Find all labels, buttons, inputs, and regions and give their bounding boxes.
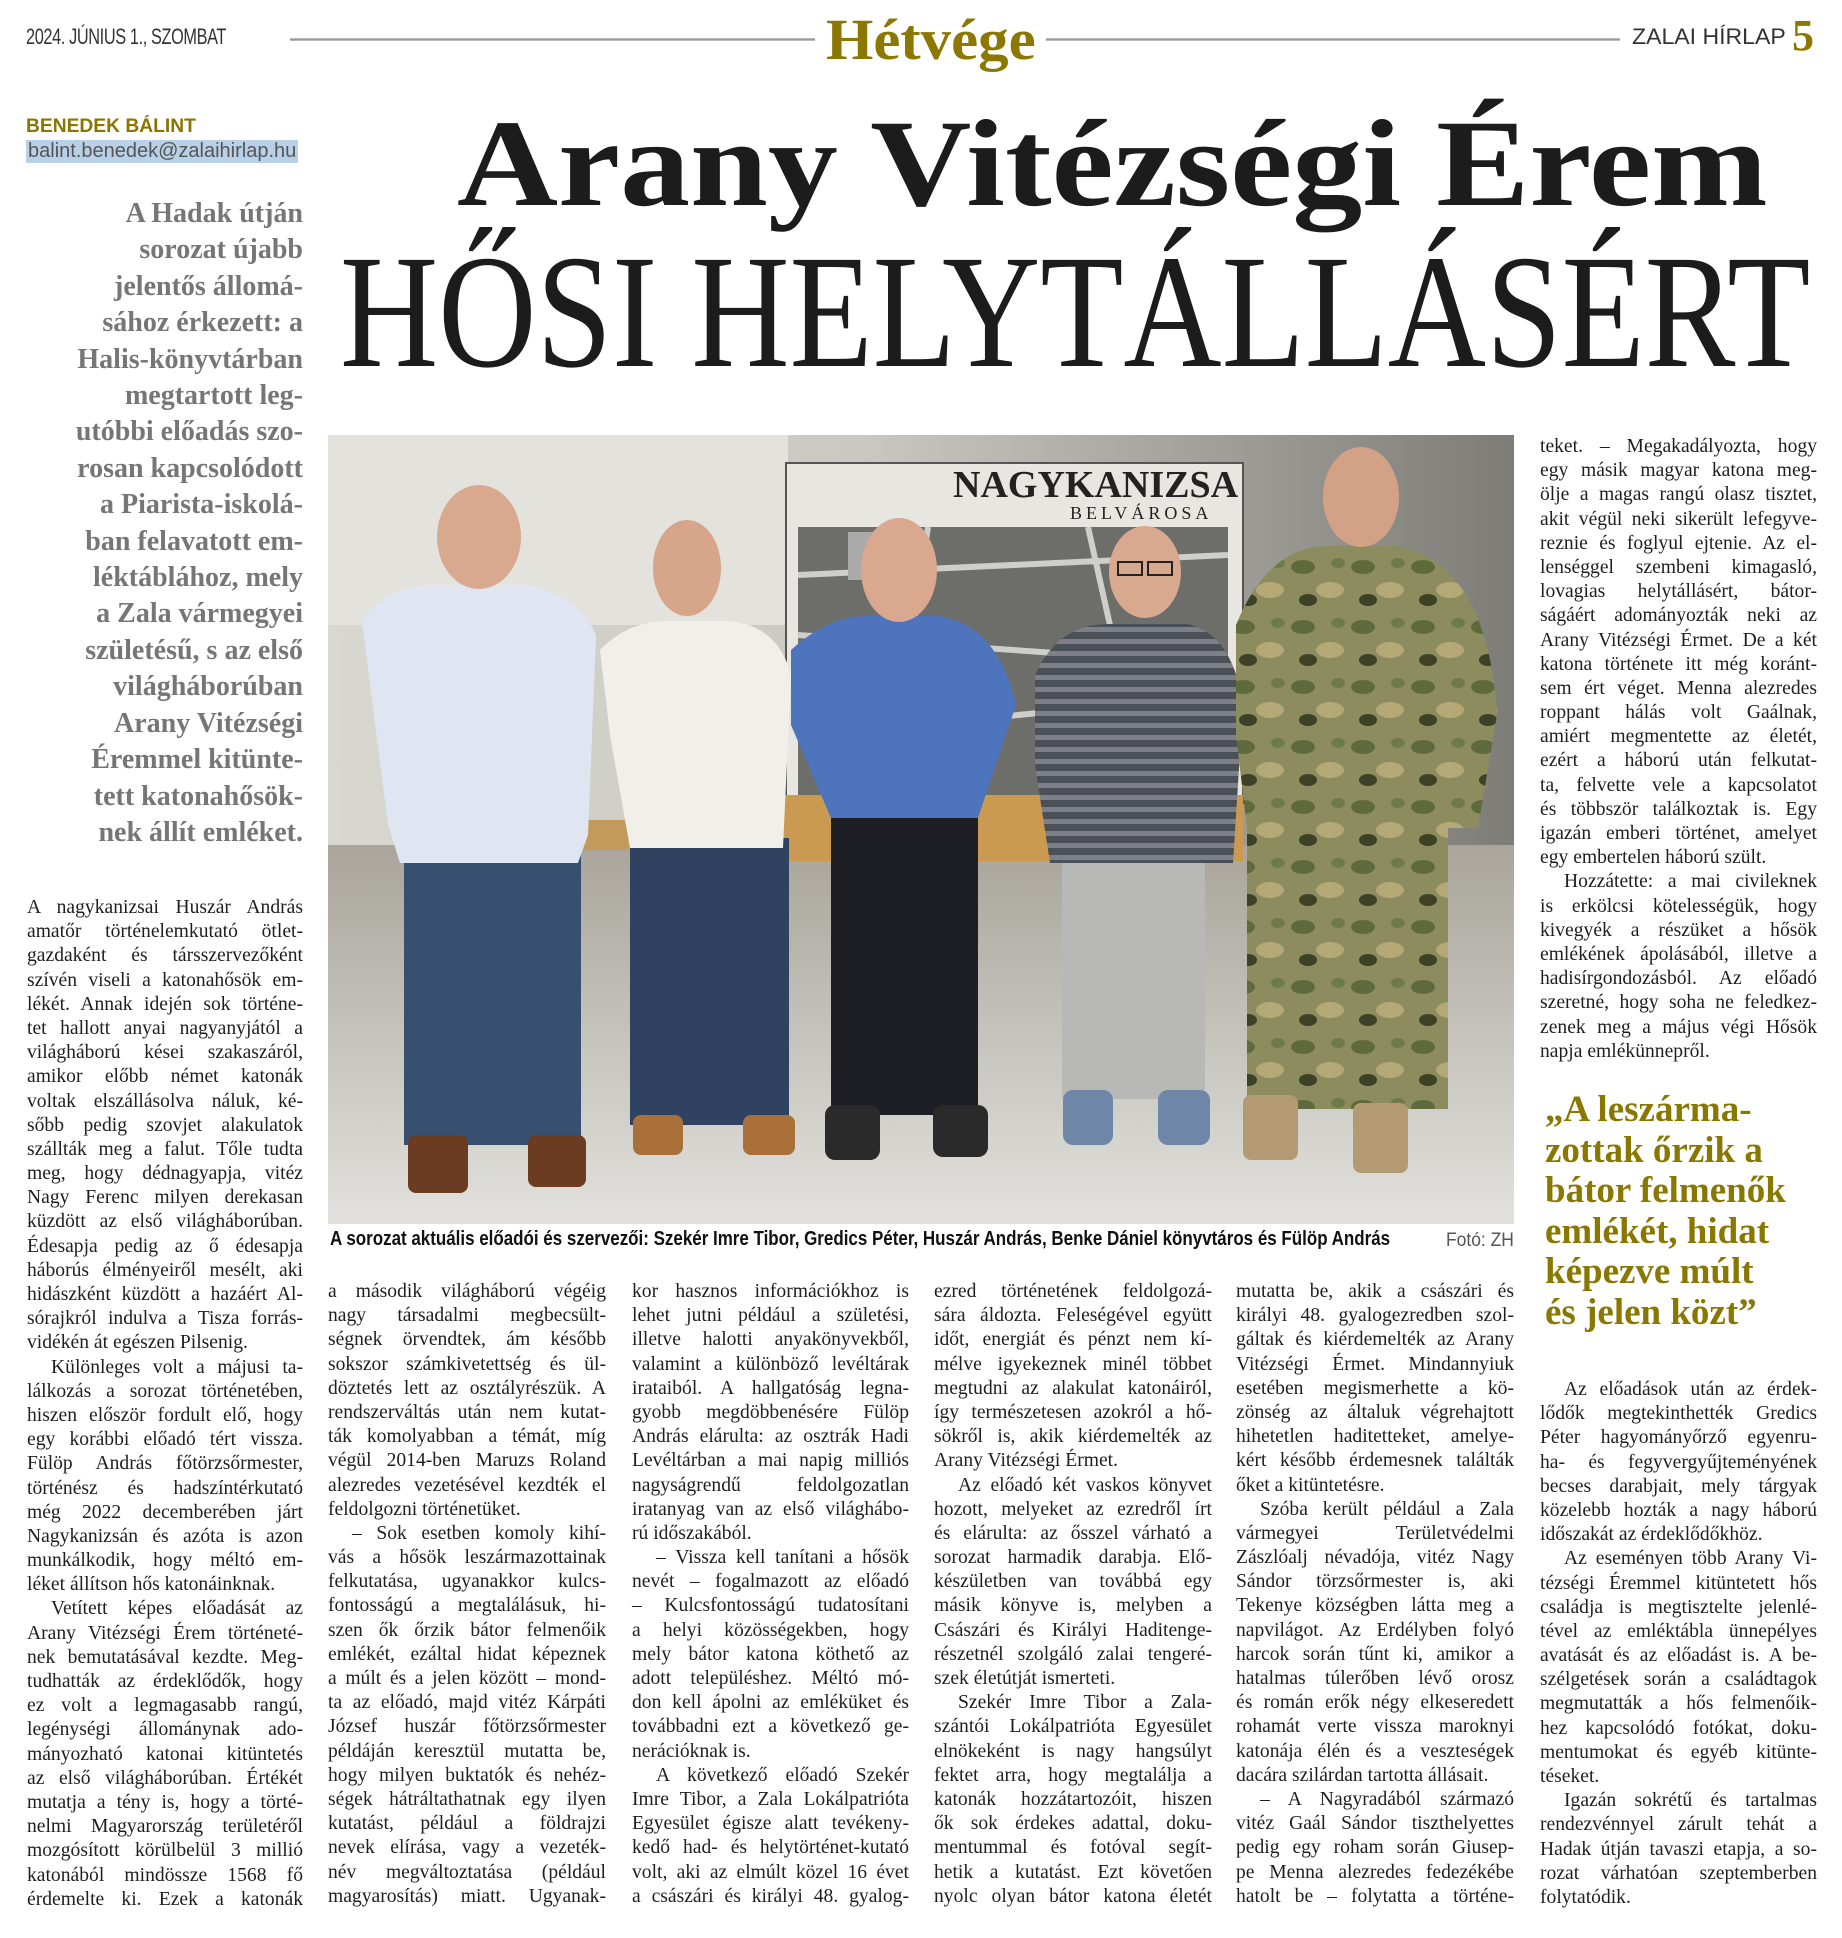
text-line: – A Nagyradából származó [1260, 1788, 1514, 1810]
text-line: roppant hálás volt Gaálnak, [1540, 702, 1817, 724]
text-line: folytatódik. [1540, 1886, 1631, 1908]
paragraph [1540, 435, 1817, 870]
text-line: katona története itt még koránt- [1540, 653, 1817, 675]
text-line: lálkozás a sorozat történetében, [27, 1380, 303, 1402]
text-line: rozat várhatóan szeptemberben [1540, 1862, 1817, 1884]
text-line: ságáért adományozták neki az [1540, 605, 1817, 627]
header-rule-right [1046, 38, 1620, 41]
text-line: Hadak útján tavaszi etapja, a so- [1540, 1838, 1817, 1860]
lead-line: utóbbi előadás szo- [75, 416, 303, 448]
lead-line: a Zala vármegyei [96, 598, 303, 630]
text-line: nevek elírása, vagy a vezeték- [328, 1837, 606, 1859]
paragraph [632, 1280, 909, 1546]
paragraph [27, 1597, 303, 1911]
text-line: sem ért véget. Menna alezredes [1540, 677, 1817, 699]
lead-line: tett katonahősök- [93, 780, 303, 812]
paragraph [328, 1280, 606, 1522]
text-line: Szekér Imre Tibor a Zala- [958, 1692, 1212, 1714]
photo-caption: A sorozat aktuális előadói és szervezői: Szekér Imre Tibor, Gredics Péter, Huszár András, Benke Dániel könyvtáros és Fülöp András [330, 1228, 1391, 1250]
text-line: az első világháborúban. Értékét [27, 1767, 303, 1789]
text-line: munkálkodik, hogy méltó em- [27, 1550, 303, 1572]
article-photo [328, 435, 1514, 1224]
text-line: emlékének ápolásából, illetve a [1540, 943, 1817, 965]
newspaper-name: ZALAI HÍRLAP [1632, 24, 1786, 49]
text-line: sokszor számkivetettség és ül- [328, 1353, 606, 1375]
text-line: és többször találkoztak is. Egy [1540, 798, 1817, 820]
text-line: felkutatása, ugyanakkor kulcs- [328, 1571, 606, 1593]
text-line: nek bemutatásával kezdte. Meg- [27, 1646, 303, 1668]
text-line: kor hasznos információkhoz is [632, 1281, 909, 1302]
text-line: lehet jutni például a születési, [632, 1305, 909, 1327]
pull-quote-line: emlékét, hidat [1545, 1210, 1770, 1252]
body-column-right-bottom [1540, 1378, 1817, 1910]
photo-credit: Fotó: ZH [1446, 1230, 1514, 1251]
text-line: A nagykanizsai Huszár András [27, 897, 303, 918]
text-line: mányozható katonai kitüntetés [27, 1743, 303, 1765]
headline-kicker: Arany Vitézségi Érem [457, 95, 1768, 232]
paragraph [934, 1280, 1212, 1474]
text-line: – Kulcsfontosságú tudatosítani [632, 1595, 909, 1617]
text-line: megmutatták a hős felmenőik- [1540, 1693, 1817, 1715]
text-line: elnökeként is nagy hangsúlyt [934, 1740, 1212, 1762]
text-line: időt, energiát és pénzt nem kí- [934, 1329, 1212, 1351]
text-line: iratanyag van az első világhábo- [632, 1498, 909, 1520]
text-line: mely bátor katona köthető az [632, 1643, 909, 1665]
text-line: vitéz Gaál Sándor tiszthelyettes [1236, 1813, 1514, 1835]
text-line: ták komolyabban a témát, míg [328, 1426, 606, 1448]
lead-line: megtartott leg- [124, 380, 303, 412]
text-line: harcok során tűnt ki, amikor a [1236, 1643, 1514, 1665]
text-line: szívén viseli a katonahősök em- [27, 969, 303, 991]
text-line: napja emlékünnepről. [1540, 1040, 1710, 1062]
text-line: pe Menna alezredes fedezékébe [1236, 1861, 1514, 1883]
paragraph [1236, 1498, 1514, 1788]
text-line: dacára szilárdan tartotta állásait. [1236, 1764, 1489, 1786]
lead-line: ban felavatott em- [85, 525, 303, 557]
text-line: szek életútját ismerteti. [934, 1668, 1116, 1689]
text-line: mélve igyekeznek minél többet [934, 1353, 1212, 1375]
text-line: tudhatták az érdeklődők, hogy [27, 1671, 303, 1692]
text-line: másik könyve is, melyben a [934, 1595, 1212, 1617]
text-line: tézségi Éremmel kitüntetett hős [1540, 1572, 1817, 1594]
body-column-3 [632, 1280, 909, 1909]
text-line: Zászlóalj névadója, vitéz Nagy [1236, 1547, 1514, 1569]
body-column-1 [27, 896, 303, 1912]
text-line: avatását és az előadást is. A be- [1540, 1645, 1817, 1667]
paragraph [1540, 1547, 1817, 1789]
pull-quote-line: és jelen közt” [1545, 1291, 1757, 1333]
lead-line: születésű, s az első [85, 634, 303, 666]
paragraph [632, 1764, 909, 1909]
issue-date: 2024. JÚNIUS 1., SZOMBAT [26, 24, 227, 49]
text-line: is erkölcsi kötelességük, hogy [1540, 895, 1817, 917]
text-line: hatalmas túlerőben lévő orosz [1236, 1668, 1514, 1689]
text-line: hogy milyen buktatók és nehéz- [328, 1764, 606, 1786]
text-line: valamint a különböző levéltárak [632, 1353, 909, 1375]
text-line: így természetesen azokról a hő- [934, 1401, 1212, 1423]
author-email-link[interactable]: balint.benedek@zalaihirlap.hu [28, 140, 297, 162]
text-line: zenek meg a május végi Hősök [1540, 1016, 1817, 1038]
text-line: döztetés lett az osztályrészük. A [328, 1377, 606, 1399]
paragraph [1540, 1789, 1817, 1910]
text-line: szállták meg a falut. Tőle tudta [27, 1138, 303, 1160]
body-column-right-top [1540, 435, 1817, 1064]
lead-line: Éremmel kitünte- [91, 744, 303, 776]
lead-line: sához érkezett: a [102, 307, 303, 339]
text-line: szen ők őrzik bátor felmenőik [328, 1619, 606, 1641]
text-line: meg, hogy dédnagyapja, vitéz [27, 1163, 303, 1185]
paragraph [1540, 870, 1817, 1064]
text-line: don kell ápolni az emléküket és [632, 1692, 909, 1714]
text-line: léket állítson hős katonáinknak. [27, 1574, 276, 1596]
text-line: – Vissza kell tanítani a hősök [656, 1547, 909, 1569]
text-line: továbbadni ezt a következő ge- [632, 1716, 909, 1738]
group-photo-illustration [328, 435, 1514, 1224]
text-line: akit végül neki sikerült lefegyve- [1540, 508, 1817, 530]
text-line: név megváltoztatása (például [328, 1861, 606, 1883]
lead-line: léktáblához, mely [93, 562, 303, 594]
text-line: ha- és fegyvergyűjteményének [1540, 1451, 1817, 1473]
text-line: reznie és foglyul ejtenie. Az el- [1540, 532, 1817, 554]
text-line: gáltak és kiérdemelték az Arany [1236, 1329, 1514, 1351]
text-line: ezred történetének feldolgozá- [934, 1281, 1212, 1302]
text-line: pedig egy roham során Giusep- [1236, 1837, 1514, 1859]
text-line: hozott, melyeket az ezredről írt [934, 1498, 1212, 1520]
text-line: szeretné, hogy soha ne feledkez- [1540, 992, 1817, 1014]
text-line: és román erők négy elkeseredett [1236, 1692, 1514, 1714]
text-line: Vitézségi Érmet. Mindannyiuk [1236, 1353, 1514, 1375]
text-line: igazán emberi történet, amelyet [1540, 823, 1817, 844]
text-line: részetnél szolgáló zalai tengeré- [934, 1643, 1212, 1665]
text-line: – Sok esetben komoly kihí- [352, 1522, 606, 1544]
text-line: a második világháború végéig [328, 1281, 606, 1302]
text-line: készületben van továbbá egy [934, 1571, 1212, 1593]
pull-quote-line: bátor felmenők [1545, 1170, 1786, 1211]
text-line: tet hallott anyai nagyanyjától a [27, 1017, 303, 1039]
text-line: téseket. [1540, 1766, 1600, 1787]
text-line: egy másik magyar katona meg- [1540, 460, 1817, 482]
text-line: családja is megtisztelte jelenlé- [1540, 1596, 1817, 1618]
text-line: mutatja a tény is, hogy a törté- [27, 1791, 303, 1813]
text-line: hetik a kutatást. Ezt követően [934, 1861, 1212, 1883]
section-title: Hétvége [826, 7, 1036, 72]
text-line: András elárulta: az osztrák Hadi [632, 1426, 909, 1448]
text-line: Arany Vitézségi Érmet. [934, 1450, 1118, 1472]
text-line: fontosságú a megtalálásuk, hi- [328, 1595, 606, 1617]
pull-quote-line: zottak őrzik a [1545, 1129, 1763, 1171]
text-line: szántói Lokálpatrióta Egyesület [934, 1716, 1212, 1738]
text-line: Édesapja pedig az ő édesapja [27, 1235, 303, 1257]
text-line: rú időszakából. [632, 1522, 752, 1544]
text-line: feldolgozni történetüket. [328, 1498, 521, 1520]
text-line: példáján keresztül mutatta be, [328, 1740, 606, 1762]
text-line: sőbb pedig szovjet alakulatok [27, 1114, 303, 1136]
text-line: amikor előbb német katonák [27, 1066, 303, 1088]
paragraph [27, 896, 303, 1356]
text-line: ta az előadó, majd vitéz Kárpáti [328, 1692, 606, 1714]
text-line: napvilágot. Az Erdélyben folyó [1236, 1619, 1514, 1641]
text-line: sökről is, akik kiérdemelték az [934, 1426, 1212, 1448]
text-line: egy embertelen háború szült. [1540, 847, 1767, 869]
lead-line: A Hadak útján [125, 198, 303, 229]
text-line: József huszár főtörzsőrmester [328, 1716, 606, 1738]
text-line: tével az emléktábla ünnepélyes [1540, 1620, 1817, 1642]
text-line: királyi 48. gyalogezredben szol- [1236, 1305, 1514, 1327]
text-line: katonából mindössze 1568 fő [27, 1864, 303, 1886]
text-line: nelmi Magyarország területéről [27, 1816, 303, 1838]
pull-quote [1545, 1090, 1825, 1333]
text-line: katonák hozzátartozóit, hiszen [934, 1788, 1212, 1810]
text-line: irataiból. A hallgatóság legna- [632, 1377, 909, 1399]
text-line: volt, aki az elmúlt közel 16 évet [632, 1861, 909, 1883]
lead-line: rosan kapcsolódott [77, 452, 303, 484]
text-line: történész és hadszíntérkutató [27, 1477, 303, 1499]
text-line: küzdött az első világháborúban. [27, 1211, 303, 1233]
paragraph [934, 1691, 1212, 1909]
text-line: és elárulta: az ősszel várható a [934, 1522, 1212, 1544]
text-line: hiszen először fordult elő, hogy [27, 1404, 303, 1426]
text-line: időszakát az érdeklődőkhöz. [1540, 1524, 1763, 1546]
text-line: ta, felvette vele a kapcsolatot [1540, 774, 1817, 796]
text-line: Császári és Királyi Haditenge- [934, 1619, 1212, 1641]
paragraph [1236, 1280, 1514, 1498]
text-line: rohamát verte vissza maroknyi [1236, 1716, 1514, 1738]
text-line: mentumokat és egyéb kitünte- [1540, 1741, 1817, 1763]
pull-quote-line: „A leszárma- [1545, 1089, 1752, 1130]
text-line: nagy társadalmi megbecsült- [328, 1305, 606, 1327]
text-line: hihetetlen haditetteket, amelye- [1236, 1426, 1514, 1448]
lead-line: a Piarista-iskolá- [100, 489, 303, 521]
text-line: vás a hősök leszármazottainak [328, 1547, 606, 1569]
text-line: mozgósított körülbelül 3 millió [27, 1840, 303, 1862]
text-line: őket a kitüntetésre. [1236, 1474, 1385, 1496]
paragraph [328, 1522, 606, 1909]
text-line: Péter hagyományőrző egyenru- [1540, 1427, 1817, 1449]
text-line: Levéltárban a mai napig milliós [632, 1450, 909, 1472]
text-line: ők sok érdekes adattal, doku- [934, 1813, 1212, 1835]
text-line: legénységi állománynak ado- [27, 1719, 303, 1741]
poster-subtitle: BELVÁROSA [1070, 503, 1213, 523]
text-line: sorozat harmadik darabja. Elő- [934, 1547, 1212, 1569]
text-line: rendezvénnyel zárult tehát a [1540, 1814, 1817, 1836]
text-line: amatőr történelemkutató ötlet- [27, 921, 303, 943]
text-line: ez volt a legmagasabb rangú, [27, 1695, 303, 1717]
header-rule-left [290, 38, 815, 41]
text-line: Hozzátette: a mai civileknek [1564, 871, 1817, 893]
text-line: Nagy Ferenc milyen derekasan [27, 1187, 303, 1209]
text-line: kutatást, például a földrajzi [328, 1813, 606, 1835]
paragraph [1540, 1378, 1817, 1547]
text-line: Nagykanizsán és azóta is azon [27, 1525, 303, 1547]
paragraph [1236, 1788, 1514, 1909]
author-name: BENEDEK BÁLINT [26, 116, 196, 137]
lead-line: sorozat újabb [139, 234, 303, 266]
text-line: voltak elszállásolva náluk, ké- [27, 1090, 303, 1112]
text-line: Egyesület égisze alatt tevékeny- [632, 1813, 909, 1835]
poster-title: NAGYKANIZSA [953, 464, 1239, 506]
lead-line: jelentős állomá- [114, 270, 303, 302]
text-line: nevét – fogalmazott az előadó [632, 1571, 909, 1593]
text-line: kivegyék a részüket a hősök [1540, 919, 1817, 941]
text-line: becses darabjait, mely tárgyak [1540, 1475, 1817, 1497]
lead-line: nek állít emléket. [98, 816, 303, 848]
text-line: lenséggel szembeni kimagasló, [1540, 556, 1817, 578]
text-line: végül 2014-ben Maruzs Roland [328, 1450, 606, 1472]
text-line: Fülöp András főtörzsőrmester, [27, 1453, 303, 1475]
text-line: rendszerváltás után nem kutat- [328, 1401, 606, 1423]
text-line: Szóba került például a Zala [1260, 1498, 1514, 1520]
text-line: fektet arra, hogy megtalálja a [934, 1764, 1212, 1786]
text-line: Sándor törzsőrmester is, aki [1236, 1571, 1514, 1593]
lead-line: Halis-könyvtárban [77, 343, 303, 375]
text-line: a múlt és a jelen között – mond- [328, 1668, 606, 1689]
text-line: ségnek örvendtek, ám később [328, 1329, 606, 1351]
text-line: érdemelte ki. Ezek a katonák [27, 1888, 303, 1910]
text-line: gyobb megdöbbenésére Fülöp [632, 1401, 909, 1423]
text-line: ezért a háború után felkutat- [1540, 750, 1817, 772]
text-line: illetve halotti anyakönyvekből, [632, 1329, 909, 1351]
body-column-4 [934, 1280, 1212, 1909]
text-line: Az eseményen több Arany Vi- [1564, 1548, 1817, 1570]
text-line: esetében megismerhette a kö- [1236, 1377, 1514, 1399]
text-line: kért később érdemesnek találták [1236, 1450, 1514, 1472]
text-line: mentummal és fotóval segít- [934, 1837, 1212, 1859]
text-line: még 2022 decemberében járt [27, 1501, 303, 1523]
text-line: lékét. Annak idején sok történe- [27, 993, 303, 1015]
paragraph [632, 1546, 909, 1764]
text-line: a helyi közösségekben, hogy [632, 1619, 909, 1641]
text-line: amiért megmentette az életét, [1540, 726, 1817, 748]
text-line: szélgetések során a családtagok [1540, 1669, 1817, 1691]
text-line: háborús élményeiről mesélt, aki [27, 1259, 303, 1281]
text-line: hadisírgondozásból. Az előadó [1540, 968, 1817, 990]
text-line: lovagias helytállásért, bátor- [1540, 581, 1817, 603]
text-line: A következő előadó Szekér [656, 1764, 909, 1786]
article-lead [27, 196, 303, 851]
text-line: katonája élén és a veszteségek [1236, 1740, 1514, 1762]
text-line: magyarosítás) miatt. Ugyanak- [328, 1885, 606, 1907]
text-line: sára áldozta. Feleségével együtt [934, 1305, 1212, 1327]
headline-main: HŐSI HELYTÁLLÁSÉRT [340, 223, 1811, 402]
text-line: egy korábbi előadó tért vissza. [27, 1429, 303, 1451]
text-line: kedő had- és helytörténet-kutató [632, 1837, 909, 1859]
text-line: teket. – Megakadályozta, hogy [1540, 436, 1817, 457]
text-line: alezredes vezetésével kezdték el [328, 1474, 606, 1496]
text-line: ségek hátráltathatnak egy ilyen [328, 1788, 606, 1810]
text-line: mutatta be, akik a császári és [1236, 1281, 1514, 1302]
text-line: adott településhez. Méltó mó- [632, 1668, 909, 1689]
body-column-2 [328, 1280, 606, 1909]
text-line: Különleges volt a májusi ta- [51, 1356, 303, 1378]
text-line: Arany Vitézségi Érmet. De a két [1540, 629, 1817, 651]
body-column-5 [1236, 1280, 1514, 1909]
text-line: hez kapcsolódó fotókat, doku- [1540, 1717, 1817, 1739]
lead-line: Arany Vitézségi [114, 707, 303, 739]
text-line: megtudni az alakulat katonáiról, [934, 1377, 1212, 1399]
text-line: Igazán sokrétű és tartalmas [1564, 1790, 1817, 1812]
lead-line: világháborúban [113, 671, 303, 703]
paragraph [27, 1356, 303, 1598]
text-line: sórajkról indulva a Tisza forrás- [27, 1308, 303, 1330]
text-line: Imre Tibor, a Zala Lokálpatrióta [632, 1788, 909, 1810]
text-line: Tekenye községben látta meg a [1236, 1595, 1514, 1617]
text-line: Arany Vitézségi Érem történeté- [27, 1622, 303, 1644]
text-line: vidékén át egészen Pilsenig. [27, 1332, 248, 1354]
text-line: hidászként küzdött a hazáért Al- [27, 1284, 303, 1305]
text-line: lődők megtekinthették Gredics [1540, 1403, 1817, 1425]
page-number: 5 [1792, 11, 1814, 60]
text-line: ölje a magas rangú olasz tisztet, [1540, 484, 1817, 506]
text-line: nagyságrendű feldolgozatlan [632, 1474, 909, 1496]
text-line: vármegyei Területvédelmi [1236, 1522, 1514, 1544]
text-line: a császári és királyi 48. gyalog- [632, 1885, 909, 1907]
text-line: közelebb hozták a nagy háború [1540, 1499, 1817, 1521]
text-line: nerációknak is. [632, 1740, 751, 1762]
text-line: nyolc olyan bátor katona életét [934, 1885, 1212, 1907]
text-line: zönség az általuk végrehajtott [1236, 1401, 1514, 1423]
text-line: emlékét, ezáltal hidat képeznek [328, 1643, 606, 1665]
text-line: Az előadó két vaskos könyvet [958, 1474, 1212, 1496]
text-line: Az előadások után az érdek- [1564, 1379, 1817, 1400]
paragraph [934, 1474, 1212, 1692]
text-line: Vetített képes előadását az [51, 1598, 303, 1620]
text-line: világháború kései szakaszáról, [27, 1042, 303, 1064]
text-line: hatolt be – folytatta a történe- [1236, 1885, 1514, 1907]
pull-quote-line: képezve múlt [1545, 1251, 1754, 1292]
text-line: gazdaként és társszervezőként [27, 945, 303, 967]
